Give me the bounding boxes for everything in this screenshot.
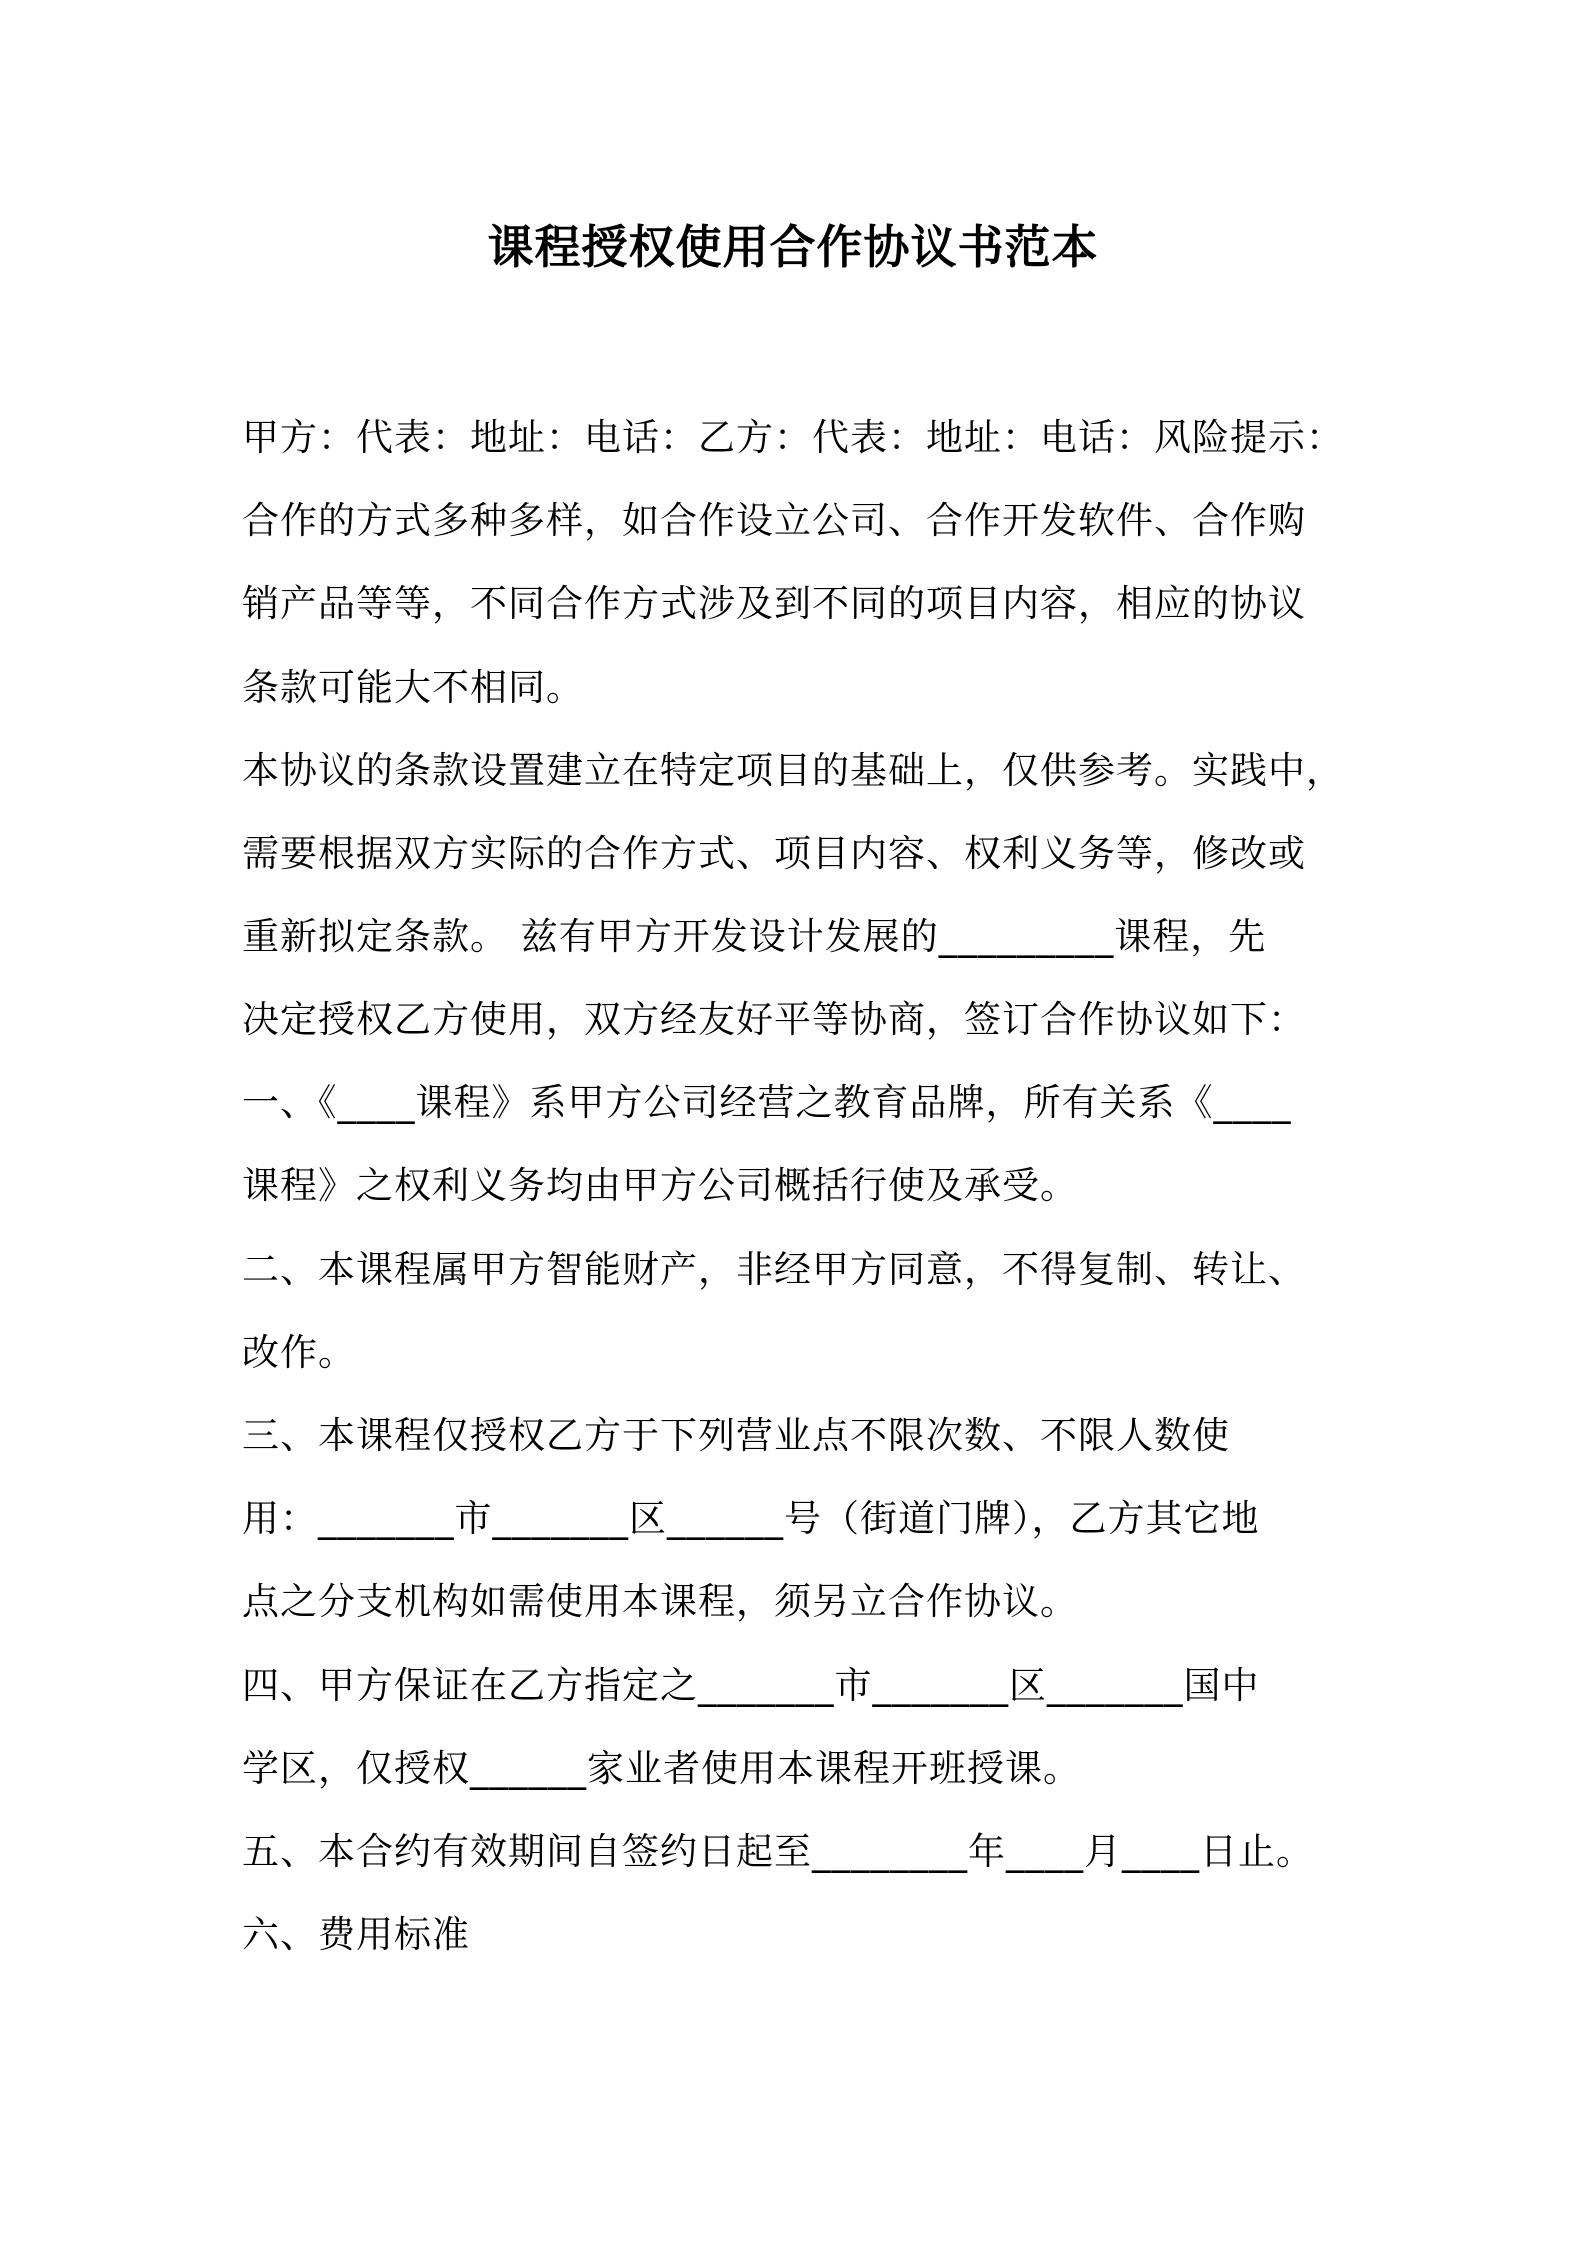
body-line-7: 重新拟定条款。 兹有甲方开发设计发展的_________课程，先 — [242, 915, 1267, 958]
body-line-16: 四、甲方保证在乙方指定之_______市_______区_______国中 — [242, 1664, 1260, 1707]
body-line-4: 条款可能大不相同。 — [242, 666, 584, 709]
body-line-5: 本协议的条款设置建立在特定项目的基础上，仅供参考。实践中， — [242, 749, 1344, 792]
body-line-12: 改作。 — [242, 1331, 356, 1374]
body-line-3: 销产品等等，不同合作方式涉及到不同的项目内容，相应的协议 — [242, 582, 1306, 625]
body-line-13: 三、本课程仅授权乙方于下列营业点不限次数、不限人数使 — [242, 1414, 1230, 1457]
body-line-9: 一、《____课程》系甲方公司经营之教育品牌，所有关系《____ — [242, 1081, 1292, 1124]
body-line-19: 六、费用标准 — [242, 1913, 470, 1956]
body-line-11: 二、本课程属甲方智能财产，非经甲方同意，不得复制、转让、 — [242, 1248, 1306, 1291]
body-line-18: 五、本合约有效期间自签约日起至________年____月____日止。 — [242, 1830, 1314, 1873]
body-line-14: 用：_______市_______区______号（街道门牌），乙方其它地 — [242, 1497, 1260, 1540]
body-line-2: 合作的方式多种多样，如合作设立公司、合作开发软件、合作购 — [242, 499, 1306, 542]
document-title: 课程授权使用合作协议书范本 — [487, 220, 1099, 274]
body-line-6: 需要根据双方实际的合作方式、项目内容、权利义务等，修改或 — [242, 832, 1306, 875]
body-line-8: 决定授权乙方使用，双方经友好平等协商，签订合作协议如下： — [242, 998, 1306, 1041]
body-line-10: 课程》之权利义务均由甲方公司概括行使及承受。 — [242, 1164, 1078, 1207]
body-line-15: 点之分支机构如需使用本课程，须另立合作协议。 — [242, 1580, 1078, 1623]
body-line-17: 学区，仅授权______家业者使用本课程开班授课。 — [242, 1747, 1081, 1790]
body-line-1: 甲方：代表：地址：电话：乙方：代表：地址：电话：风险提示： — [242, 416, 1344, 459]
